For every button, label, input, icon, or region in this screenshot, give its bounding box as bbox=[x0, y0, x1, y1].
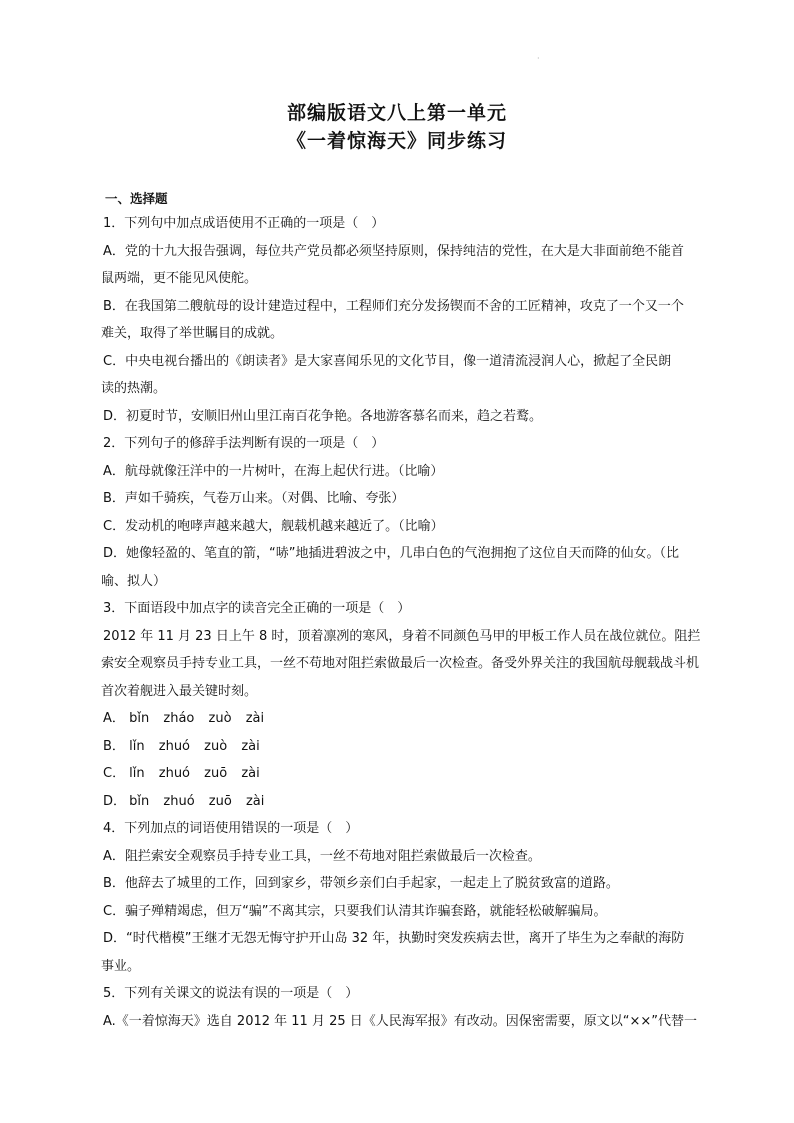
option-4d-cont: 事业。 bbox=[101, 958, 141, 974]
option-2a: A．航母就像汪洋中的一片树叶，在海上起伏行进。（比喻） bbox=[103, 463, 444, 479]
question-5: 5．下列有关课文的说法有误的一项是（ ） bbox=[103, 986, 359, 1001]
pinyin-word: zháo bbox=[163, 711, 195, 726]
pinyin-option-d bbox=[103, 788, 723, 816]
pinyin-option-c bbox=[103, 760, 723, 788]
pinyin-option-a bbox=[103, 705, 723, 733]
pinyin-word: lǐn bbox=[129, 738, 145, 754]
pinyin-word: zài bbox=[245, 793, 265, 809]
pinyin-option-label: A． bbox=[103, 711, 125, 726]
option-1b: B．在我国第二艘航母的设计建造过程中，工程师们充分发扬锲而不舍的工匠精神，攻克了一个又一个 bbox=[103, 298, 684, 314]
question-2: 2．下列句子的修辞手法判断有误的一项是（ ） bbox=[103, 436, 385, 451]
question-3: 3．下面语段中加点字的读音完全正确的一项是（ ） bbox=[103, 601, 411, 616]
option-2c: C．发动机的咆哮声越来越大，舰载机越来越近了。（比喻） bbox=[103, 518, 444, 534]
pinyin-option-b bbox=[103, 733, 723, 761]
pinyin-word: zuō bbox=[204, 766, 228, 781]
option-5a: A.《一着惊海天》选自 2012 年 11 月 25 日《人民海军报》有改动。因保密需要，原文以“××”代替一 bbox=[103, 1013, 698, 1029]
option-2d-cont: 喻、拟人） bbox=[101, 573, 167, 589]
question-4: 4．下列加点的词语使用错误的一项是（ ） bbox=[103, 821, 359, 836]
section-heading: 一、选择题 bbox=[105, 191, 168, 206]
option-2d: D．她像轻盈的、笔直的箭，“哧”地插进碧波之中，几串白色的气泡拥抱了这位自天而降的仙女。（比 bbox=[103, 546, 679, 561]
passage-line-2: 索安全观察员手持专业工具，一丝不苟地对阻拦索做最后一次检查。备受外界关注的我国航母舰载战斗机 bbox=[101, 656, 700, 671]
doc-content bbox=[103, 188, 723, 1035]
option-4b: B．他辞去了城里的工作，回到家乡，带领乡亲们白手起家，一起走上了脱贫致富的道路。 bbox=[103, 876, 619, 891]
option-1a-cont: 鼠两端，更不能见风使舵。 bbox=[101, 271, 258, 286]
doc-title-line2: 《一着惊海天》同步练习 bbox=[286, 130, 507, 152]
passage-line-3: 首次着舰进入最关键时刻。 bbox=[101, 683, 258, 699]
pinyin-word: lǐn bbox=[129, 766, 145, 781]
doc-title-line1: 部编版语文八上第一单元 bbox=[286, 102, 507, 124]
option-2b: B．声如千骑疾，气卷万山来。（对偶、比喻、夸张） bbox=[103, 491, 405, 506]
pinyin-word: zuō bbox=[208, 793, 232, 809]
option-4d: D．“时代楷模”王继才无怨无悔守护开山岛 32 年，执勤时突发疾病去世，离开了毕生为之奉献的海防 bbox=[103, 931, 685, 946]
option-1d: D．初夏时节，安顺旧州山里江南百花争艳。各地游客慕名而来，趋之若鹜。 bbox=[103, 408, 543, 424]
option-1a: A．党的十九大报告强调，每位共产党员都必须坚持原则，保持纯洁的党性，在大是大非面前绝不能首 bbox=[103, 243, 684, 259]
question-1: 1．下列句中加点成语使用不正确的一项是（ ） bbox=[103, 216, 385, 231]
pinyin-word: zhuó bbox=[158, 738, 191, 754]
pinyin-word: zài bbox=[245, 711, 265, 726]
pinyin-option-label: B． bbox=[103, 738, 125, 754]
option-4c: C．骗子殚精竭虑，但万“骗”不离其宗，只要我们认清其诈骗套路，就能轻松破解骗局。 bbox=[103, 903, 607, 919]
pinyin-word: zuò bbox=[208, 711, 232, 726]
pinyin-word: zài bbox=[241, 766, 260, 781]
option-1c: C．中央电视台播出的《朗读者》是大家喜闻乐见的文化节目，像一道清流浸润人心，掀起了全民朗 bbox=[103, 353, 672, 369]
pinyin-option-label: C． bbox=[103, 766, 126, 781]
pinyin-option-label: D． bbox=[103, 793, 127, 809]
pinyin-word: bǐn bbox=[129, 711, 150, 726]
pinyin-word: zuò bbox=[204, 738, 228, 754]
option-1b-cont: 难关，取得了举世瞩目的成就。 bbox=[101, 326, 284, 341]
page-mark: · bbox=[537, 54, 540, 63]
option-4a: A．阻拦索安全观察员手持专业工具，一丝不苟地对阻拦索做最后一次检查。 bbox=[103, 848, 541, 864]
pinyin-word: zhuó bbox=[158, 766, 191, 781]
pinyin-word: zài bbox=[241, 738, 260, 754]
pinyin-word: bǐn bbox=[129, 793, 150, 809]
option-1c-cont: 读的热潮。 bbox=[101, 381, 167, 396]
pinyin-word: zhuó bbox=[163, 793, 195, 809]
passage-line-1: 2012 年 11 月 23 日上午 8 时，顶着凛冽的寒风，身着不同颜色马甲的甲板工作人员在战位就位。阻拦 bbox=[103, 628, 701, 644]
